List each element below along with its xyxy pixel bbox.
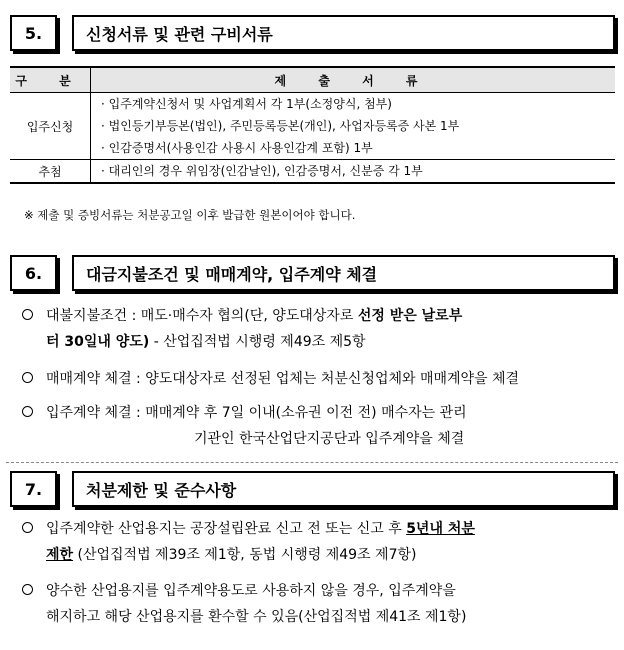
table-row [10,93,615,160]
row-items [91,160,616,184]
row-category: 추첨 [10,160,91,184]
item-underlined-text: 5년내 처분 [406,521,475,537]
section-number: 6. [10,255,57,291]
document-item: · 법인등기부등본(법인), 주민등록등본(개인), 사업자등록증 사본 1부 [101,119,460,133]
row-category: 입주신청 [10,93,91,160]
item-underlined-text: 제한 [46,547,74,563]
column-header-documents: 제 출 서 류 [91,67,616,93]
item-bold-text: 터 30일내 양도) [46,334,150,350]
occupancy-contract-item [22,400,618,452]
table-row [10,160,615,184]
item-text: 양수한 산업용지를 입주계약용도로 사용하지 않을 경우, 입주계약을 [46,583,456,599]
section-7-header [0,471,624,511]
section-number: 5. [10,15,57,51]
section-title: 처분제한 및 준수사항 [72,471,615,507]
table-header-row [10,67,615,93]
item-bold-text: 선정 받은 날로부 [357,308,463,324]
circle-bullet-icon [22,522,33,533]
item-text: 매매계약 체결 : 양도대상자로 선정된 업체는 처분신청업체와 매매계약을 체결 [46,371,520,387]
item-text: - 산업집적법 시행령 제49조 제5항 [149,334,366,350]
document-item: · 인감증명서(사용인감 사용시 사용인감계 포함) 1부 [101,141,373,155]
land-recovery-item [22,578,618,630]
documents-table [10,66,615,184]
section-divider [6,462,618,463]
circle-bullet-icon [22,309,33,320]
sales-contract-item [22,366,618,392]
item-text: 기관인 한국산업단지공단과 입주계약을 체결 [194,431,465,447]
item-text: 해지하고 해당 산업용지를 환수할 수 있음(산업집적법 제41조 제1항) [46,609,467,625]
section-title: 대금지불조건 및 매매계약, 입주계약 체결 [72,255,615,291]
section-title: 신청서류 및 관련 구비서류 [72,15,615,51]
section-5-header [0,15,624,55]
circle-bullet-icon [22,372,33,383]
document-item: · 대리인의 경우 위임장(인감날인), 인감증명서, 신분증 각 1부 [101,164,423,178]
column-header-category: 구 분 [10,67,91,93]
documents-note: ※ 제출 및 증빙서류는 처분공고일 이후 발급한 원본이어야 합니다. [24,208,356,222]
row-items [91,93,616,160]
disposal-restriction-item [22,516,618,568]
circle-bullet-icon [22,406,33,417]
document-item: · 입주계약신청서 및 사업계획서 각 1부(소정양식, 첨부) [101,97,392,111]
item-text: 대불지불조건 : 매도·매수자 협의(단, 양도대상자로 [46,308,358,324]
item-text: (산업집적법 제39조 제1항, 동법 시행령 제49조 제7항) [73,547,417,563]
section-number: 7. [10,471,57,507]
item-text: 입주계약한 산업용지는 공장설립완료 신고 전 또는 신고 후 [46,521,407,537]
section-6-header [0,255,624,295]
circle-bullet-icon [22,584,33,595]
item-text: 입주계약 체결 : 매매계약 후 7일 이내(소유권 이전 전) 매수자는 관리 [46,405,467,421]
payment-terms-item [22,303,618,355]
